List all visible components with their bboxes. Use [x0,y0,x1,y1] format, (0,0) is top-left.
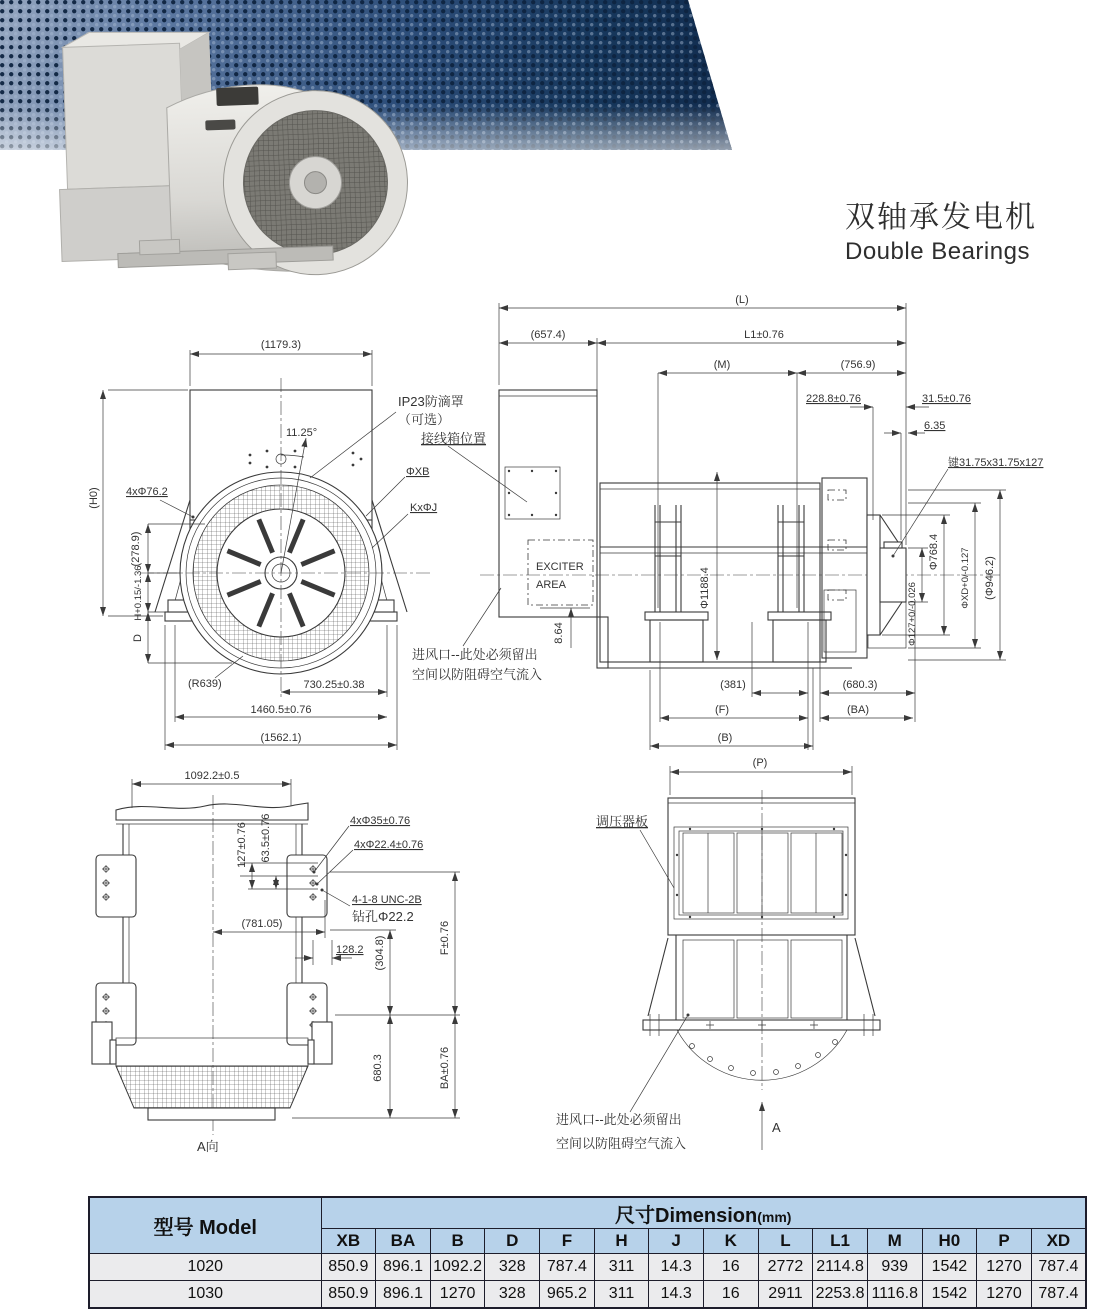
generator-photo [18,2,418,287]
dim-bl-127: 127±0.76 [236,822,248,868]
label-ip23-line2: （可选） [398,412,451,427]
bottom-left-view-geometry [92,795,332,1135]
label-regulator-panel: 调压器板 [596,814,649,829]
page-title-en: Double Bearings [845,238,1030,265]
cell-value: 16 [703,1254,758,1281]
dimension-table [88,1196,1087,1309]
label-junction-box: 接线箱位置 [421,431,487,446]
dim-front-730: 730.25±0.38 [303,679,365,691]
bottom-right-view-geometry [643,790,880,1090]
cell-value: 965.2 [540,1281,595,1309]
label-ip23-line1: IP23防滴罩 [398,394,464,409]
cell-value: 1542 [922,1254,977,1281]
label-bl-unc: 4-1-8 UNC-2B [352,894,422,906]
dim-bl-63: 63.5±0.76 [260,813,272,863]
cell-value: 787.4 [1031,1254,1086,1281]
col-m: M [867,1229,922,1254]
cell-model: 1020 [89,1254,321,1281]
col-b: B [430,1229,485,1254]
cell-value: 2911 [758,1281,813,1309]
label-shaft-key: 键31.75x31.75x127 [948,457,1044,469]
cell-value: 328 [485,1254,540,1281]
cell-value: 2772 [758,1254,813,1281]
label-bl-drill: 钻孔Φ22.2 [352,909,414,924]
dim-front-d: D [132,634,144,642]
dim-front-r639: (R639) [188,678,222,690]
cell-value: 16 [703,1281,758,1309]
cell-value: 1542 [922,1281,977,1309]
cell-value: 939 [867,1254,922,1281]
dim-front-1460: 1460.5±0.76 [250,704,312,716]
label-air-inlet-line1: 进风口--此处必须留出 [412,647,538,662]
dim-front-h0: (H0) [88,487,100,509]
cell-value: 311 [594,1254,649,1281]
cell-value: 2114.8 [813,1254,868,1281]
dim-side-L1: L1±0.76 [744,329,784,341]
front-view-geometry [140,378,430,700]
label-air-inlet-line2: 空间以防阻碍空气流入 [412,667,543,682]
label-view-arrow-a: A [772,1120,781,1135]
col-l: L [758,1229,813,1254]
col-d: D [485,1229,540,1254]
dim-front-angle: 11.25° [286,427,318,439]
dim-bl-1092: 1092.2±0.5 [184,770,240,782]
dim-bl-128: 128.2 [336,944,364,956]
col-k: K [703,1229,758,1254]
dim-side-BA: (BA) [847,704,869,716]
cell-value: 2253.8 [813,1281,868,1309]
table-header-dimension-zh: 尺寸 [615,1204,655,1227]
col-h: H [594,1229,649,1254]
cell-value: 14.3 [649,1281,704,1309]
table-header-dimension [321,1197,1086,1229]
cell-value: 850.9 [321,1254,376,1281]
cell-value: 1270 [430,1281,485,1309]
cell-value: 311 [594,1281,649,1309]
cell-value: 787.4 [1031,1281,1086,1309]
label-view-a: A向 [197,1139,219,1154]
label-exciter-line1: EXCITER [536,561,584,573]
dim-side-F: (F) [714,704,730,716]
col-ba: BA [376,1229,431,1254]
table-row-1030 [89,1281,1086,1309]
label-br-air-line2: 空间以防阻碍空气流入 [556,1136,687,1151]
cell-value: 14.3 [649,1254,704,1281]
dim-front-278: (278.9) [130,531,142,567]
page-title-zh: 双轴承发电机 [845,201,1037,234]
dim-side-L: (L) [735,294,749,306]
dim-side-946: (Φ946.2) [984,556,996,600]
dim-side-381: (381) [720,679,746,691]
dim-side-xd: ΦXD+0/-0.127 [960,547,971,609]
cell-model: 1030 [89,1281,321,1309]
dim-br-P: (P) [752,757,768,769]
cell-value: 787.4 [540,1254,595,1281]
label-br-air-line1: 进风口--此处必须留出 [556,1112,682,1127]
label-bl-holes22: 4xΦ22.4±0.76 [354,839,424,851]
dim-front-flange-holes: 4xΦ76.2 [126,486,168,498]
dim-side-B: (B) [717,732,733,744]
label-kxj: KxΦJ [410,502,438,514]
col-l1: L1 [813,1229,868,1254]
dim-side-680: (680.3) [842,679,878,691]
generator-photo-group [54,22,411,284]
page-title [845,192,1037,266]
dim-bl-781: (781.05) [241,918,283,930]
table-header-model: 型号 Model [89,1197,321,1254]
dim-side-1188: Φ1188.4 [699,567,711,609]
side-view-labels [531,294,1044,744]
cell-value: 1116.8 [867,1281,922,1309]
dim-side-756: (756.9) [840,359,876,371]
cell-value: 328 [485,1281,540,1309]
dim-side-M: (M) [713,359,731,371]
label-phi-xb: ΦXB [406,466,430,478]
col-j: J [649,1229,704,1254]
label-bl-holes35: 4xΦ35±0.76 [350,815,411,827]
side-view-dimensions [499,303,1006,750]
cell-value: 1270 [977,1254,1032,1281]
cell-value: 896.1 [376,1254,431,1281]
dim-side-864: 8.64 [553,622,565,644]
cell-value: 1270 [977,1281,1032,1309]
col-h0: H0 [922,1229,977,1254]
cell-value: 850.9 [321,1281,376,1309]
dim-side-228: 228.8±0.76 [806,393,861,405]
label-exciter-line2: AREA [536,579,566,591]
dim-front-top-width: (1179.3) [260,339,302,351]
dim-bl-304: (304.8) [374,935,386,971]
dim-side-635: 6.35 [924,420,946,432]
table-header-dimension-en: Dimension [655,1204,758,1227]
col-xd: XD [1031,1229,1086,1254]
dim-side-31: 31.5±0.76 [922,393,971,405]
col-xb: XB [321,1229,376,1254]
table-header-dimension-unit: (mm) [757,1208,792,1225]
table-row-1020 [89,1254,1086,1281]
cell-value: 896.1 [376,1281,431,1309]
dim-bl-F: F±0.76 [439,920,451,956]
dim-side-657: (657.4) [530,329,566,341]
dim-bl-BA: BA±0.76 [439,1046,451,1090]
col-f: F [540,1229,595,1254]
cell-value: 1092.2 [430,1254,485,1281]
dim-front-1562: (1562.1) [260,732,302,744]
dim-bl-680: 680.3 [372,1054,384,1082]
dim-side-127: Φ127+0/-0.026 [907,582,918,646]
dim-side-768: Φ768.4 [928,533,940,571]
dim-front-h-tol: H+0.15/-1.36 [133,565,144,621]
col-p: P [977,1229,1032,1254]
